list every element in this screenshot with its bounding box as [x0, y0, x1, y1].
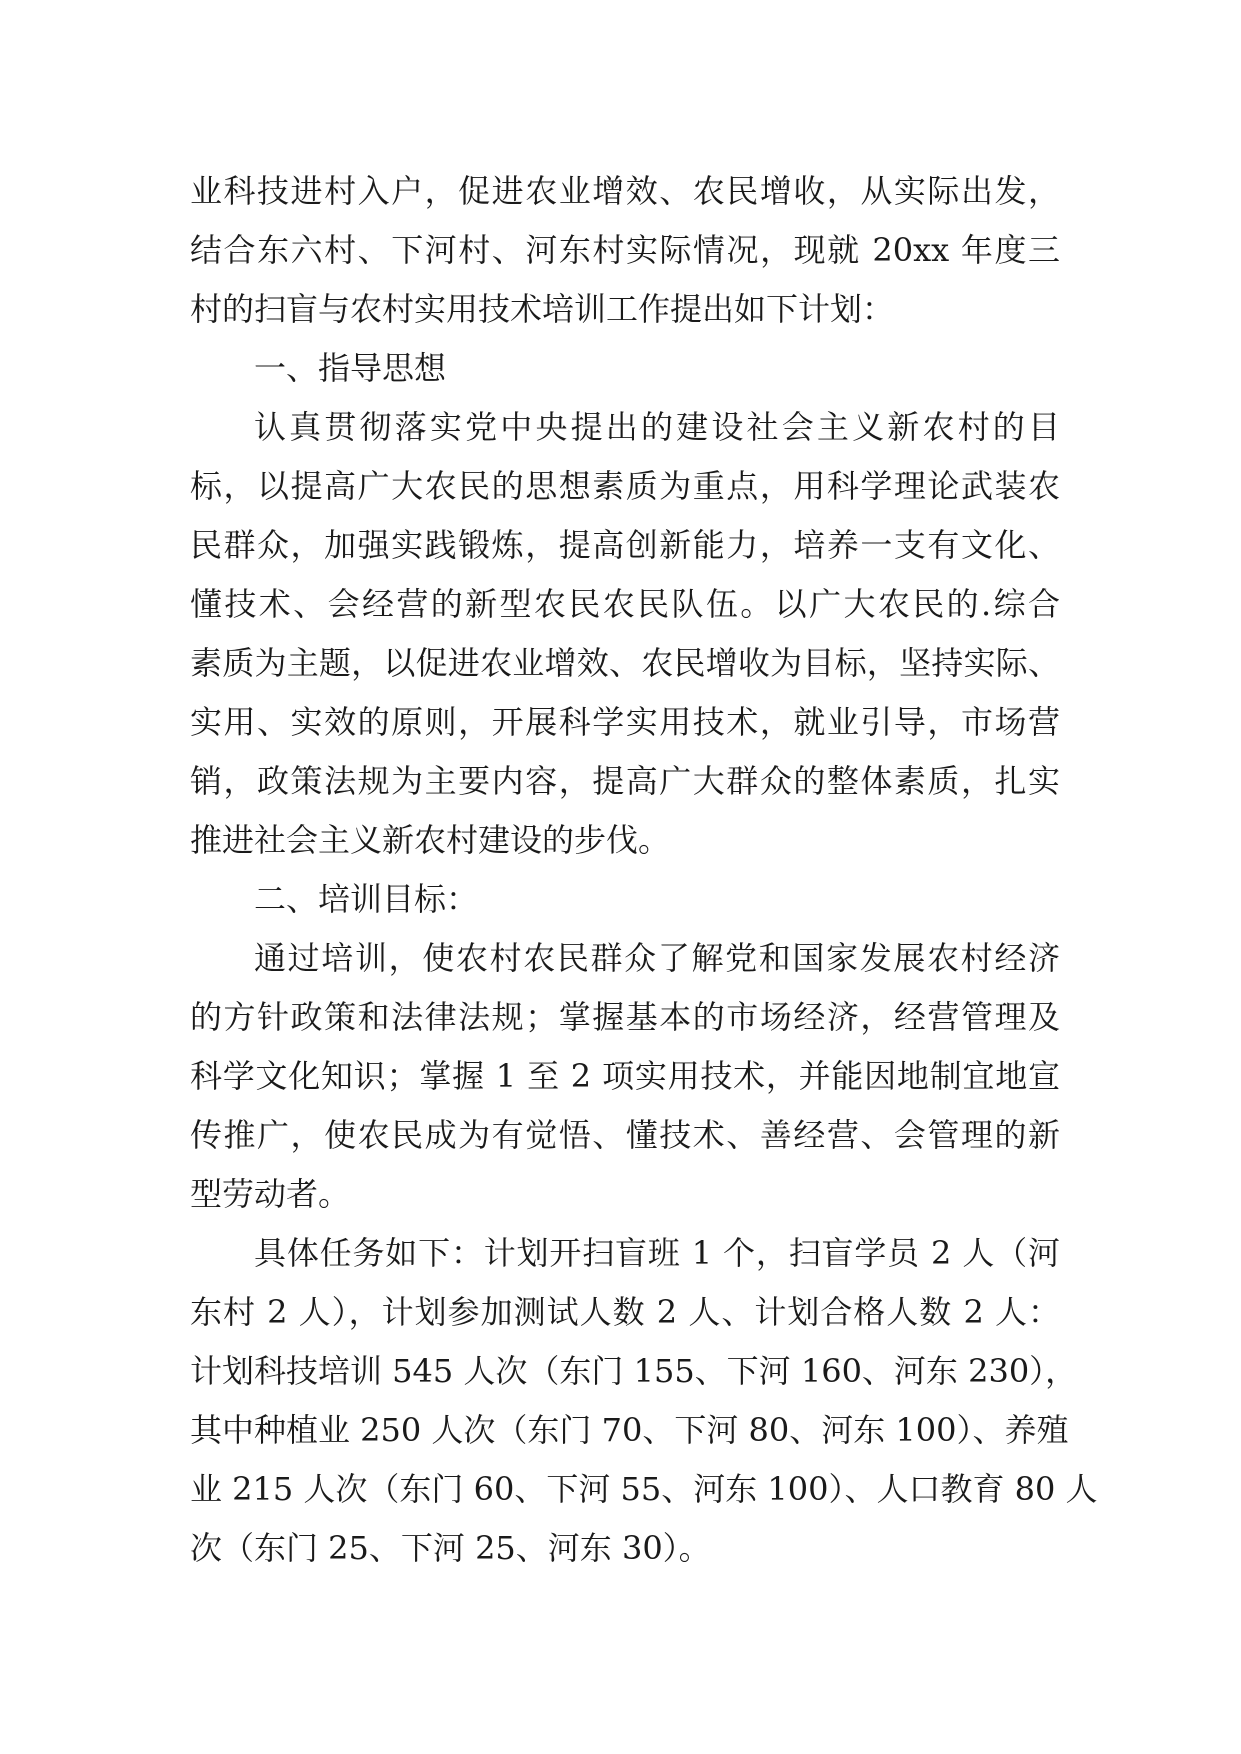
text-line: 认真贯彻落实党中央提出的建设社会主义新农村的目 — [254, 408, 1060, 446]
text-line: 实用、实效的原则，开展科学实用技术，就业引导，市场营 — [190, 703, 1060, 741]
text-line: 懂技术、会经营的新型农民农民队伍。以广大农民的.综合 — [190, 585, 1060, 623]
text-line: 计划科技培训 545 人次（东门 155、下河 160、河东 230）， — [190, 1352, 1078, 1390]
text-line: 业 215 人次（东门 60、下河 55、河东 100）、人口教育 80 人 — [190, 1470, 1098, 1508]
text-line: 科学文化知识；掌握 1 至 2 项实用技术，并能因地制宜地宣 — [190, 1057, 1060, 1095]
text-line: 标，以提高广大农民的思想素质为重点，用科学理论武装农 — [190, 467, 1060, 505]
text-line: 业科技进村入户，促进农业增效、农民增收，从实际出发， — [190, 172, 1060, 210]
section-heading: 一、指导思想 — [254, 349, 447, 387]
text-line: 结合东六村、下河村、河东村实际情况，现就 20xx 年度三 — [190, 231, 1060, 269]
text-line: 具体任务如下：计划开扫盲班 1 个，扫盲学员 2 人（河 — [254, 1234, 1060, 1272]
text-line: 销，政策法规为主要内容，提高广大群众的整体素质，扎实 — [190, 762, 1060, 800]
text-line: 次（东门 25、下河 25、河东 30）。 — [190, 1529, 711, 1567]
text-line: 传推广，使农民成为有觉悟、懂技术、善经营、会管理的新 — [190, 1116, 1060, 1154]
text-line: 村的扫盲与农村实用技术培训工作提出如下计划： — [190, 290, 895, 328]
text-line: 的方针政策和法律法规；掌握基本的市场经济，经营管理及 — [190, 998, 1060, 1036]
text-line: 型劳动者。 — [190, 1175, 351, 1213]
text-line: 素质为主题，以促进农业增效、农民增收为目标，坚持实际、 — [190, 644, 1060, 682]
section-heading: 二、培训目标： — [254, 880, 479, 918]
text-line: 民群众，加强实践锻炼，提高创新能力，培养一支有文化、 — [190, 526, 1060, 564]
text-line: 东村 2 人），计划参加测试人数 2 人、计划合格人数 2 人： — [190, 1293, 1060, 1331]
text-line: 推进社会主义新农村建设的步伐。 — [190, 821, 671, 859]
document-body — [190, 162, 1098, 1578]
text-line: 其中种植业 250 人次（东门 70、下河 80、河东 100）、养殖 — [190, 1411, 1069, 1449]
text-line: 通过培训，使农村农民群众了解党和国家发展农村经济 — [254, 939, 1060, 977]
